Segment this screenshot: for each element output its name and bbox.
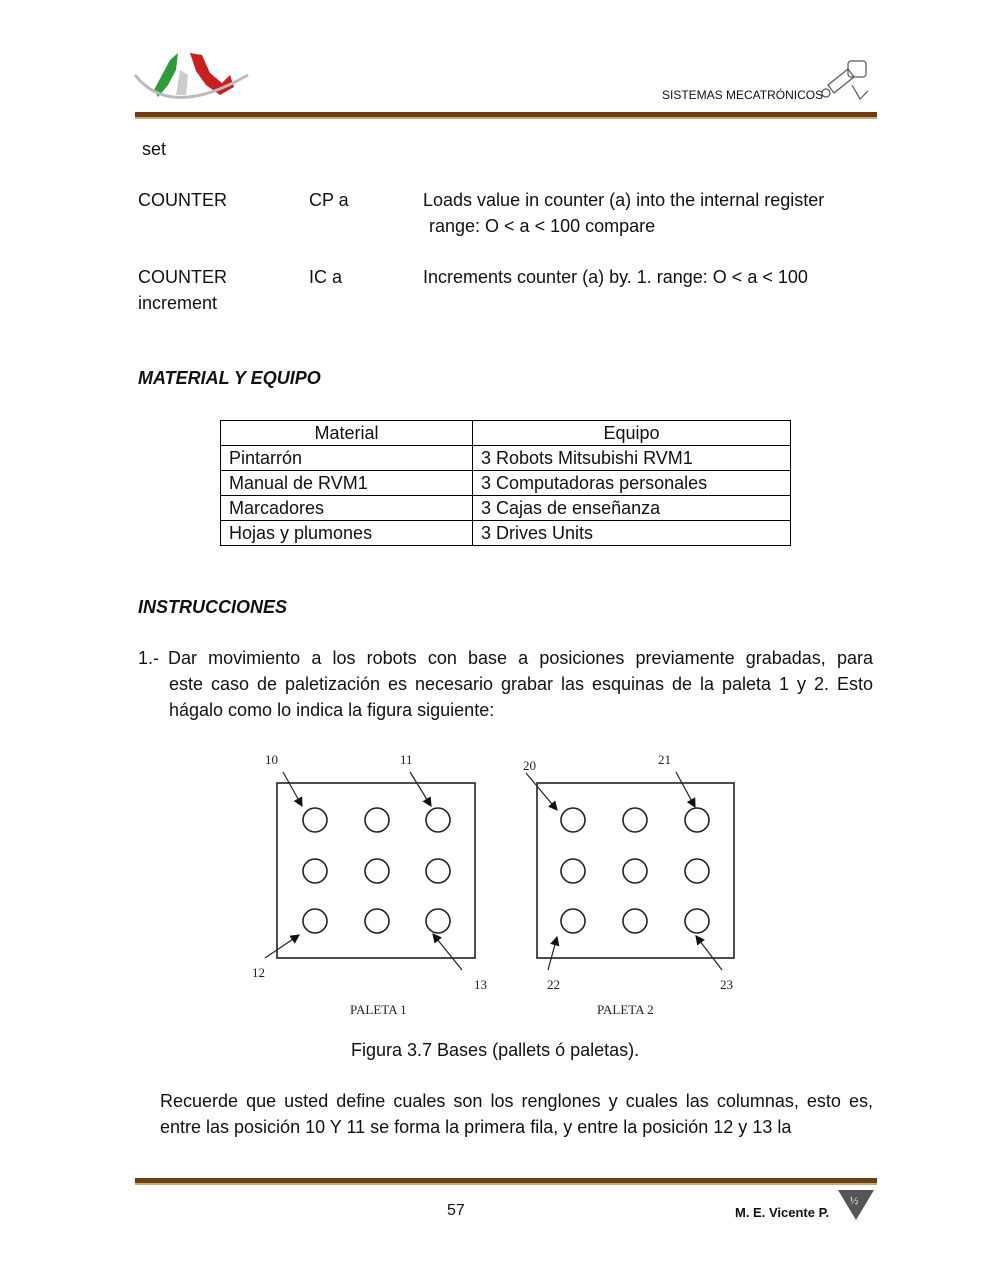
command-desc: Increments counter (a) by. 1. range: O < a < 100 [423,267,808,287]
section-heading: MATERIAL Y EQUIPO [138,368,321,388]
table-cell: Hojas y plumones [221,521,473,546]
table-header: Equipo [473,421,791,446]
table-cell: 3 Cajas de enseñanza [473,496,791,521]
table-cell: Manual de RVM1 [221,471,473,496]
author-name: M. E. Vicente P. [735,1205,830,1220]
command-name: COUNTER [138,267,227,287]
corner-label: 13 [474,977,487,992]
command-name: increment [138,293,218,313]
page-number: 57 [447,1202,465,1219]
table-cell: Pintarrón [221,446,473,471]
corner-label: 23 [720,977,733,992]
command-code: IC a [309,267,343,287]
header-title: SISTEMAS MECATRÓNICOS [662,88,824,102]
instruction-text: Dar movimiento a los robots con base a posiciones previamente grabadas, para [168,648,873,668]
pallet-2-positions [561,808,709,933]
corner-label: 22 [547,977,560,992]
footer-rule [135,1178,877,1185]
instruction-number: 1.- [138,648,160,668]
figure-caption: Figura 3.7 Bases (pallets ó paletas). [351,1040,640,1060]
table-cell: 3 Drives Units [473,521,791,546]
corner-label: 10 [265,752,278,767]
svg-text:½: ½ [850,1195,859,1207]
corner-label: 20 [523,758,536,773]
section-heading: INSTRUCCIONES [138,597,288,617]
closing-paragraph: Recuerde que usted define cuales son los renglones y cuales las columnas, esto es, entre las posición 10 Y 11 se forma la primera fila, y entre la posición 12 y 13 la [160,1091,873,1137]
commands-intro: set [142,139,167,159]
table-cell: 3 Robots Mitsubishi RVM1 [473,446,791,471]
pallet-1-positions [303,808,450,933]
instruction-text: este caso de paletización es necesario grabar las esquinas de la paleta 1 y 2. Esto hágalo como lo indica la figura siguiente: [169,674,873,720]
command-name: COUNTER [138,190,227,210]
corner-label: 11 [400,752,413,767]
corner-label: 21 [658,752,671,767]
corner-label: 12 [252,965,265,980]
pallet-1 [277,783,475,958]
table-header: Material [221,421,473,446]
pallet-label: PALETA 2 [597,1002,654,1017]
author-logo [836,1188,876,1222]
command-desc: Loads value in counter (a) into the internal register [423,190,825,210]
pallet-label: PALETA 1 [350,1002,407,1017]
table-cell: Marcadores [221,496,473,521]
corner-arrows [265,772,722,970]
command-code: CP a [309,190,349,210]
table-cell: 3 Computadoras personales [473,471,791,496]
command-desc: range: O < a < 100 compare [429,216,656,236]
